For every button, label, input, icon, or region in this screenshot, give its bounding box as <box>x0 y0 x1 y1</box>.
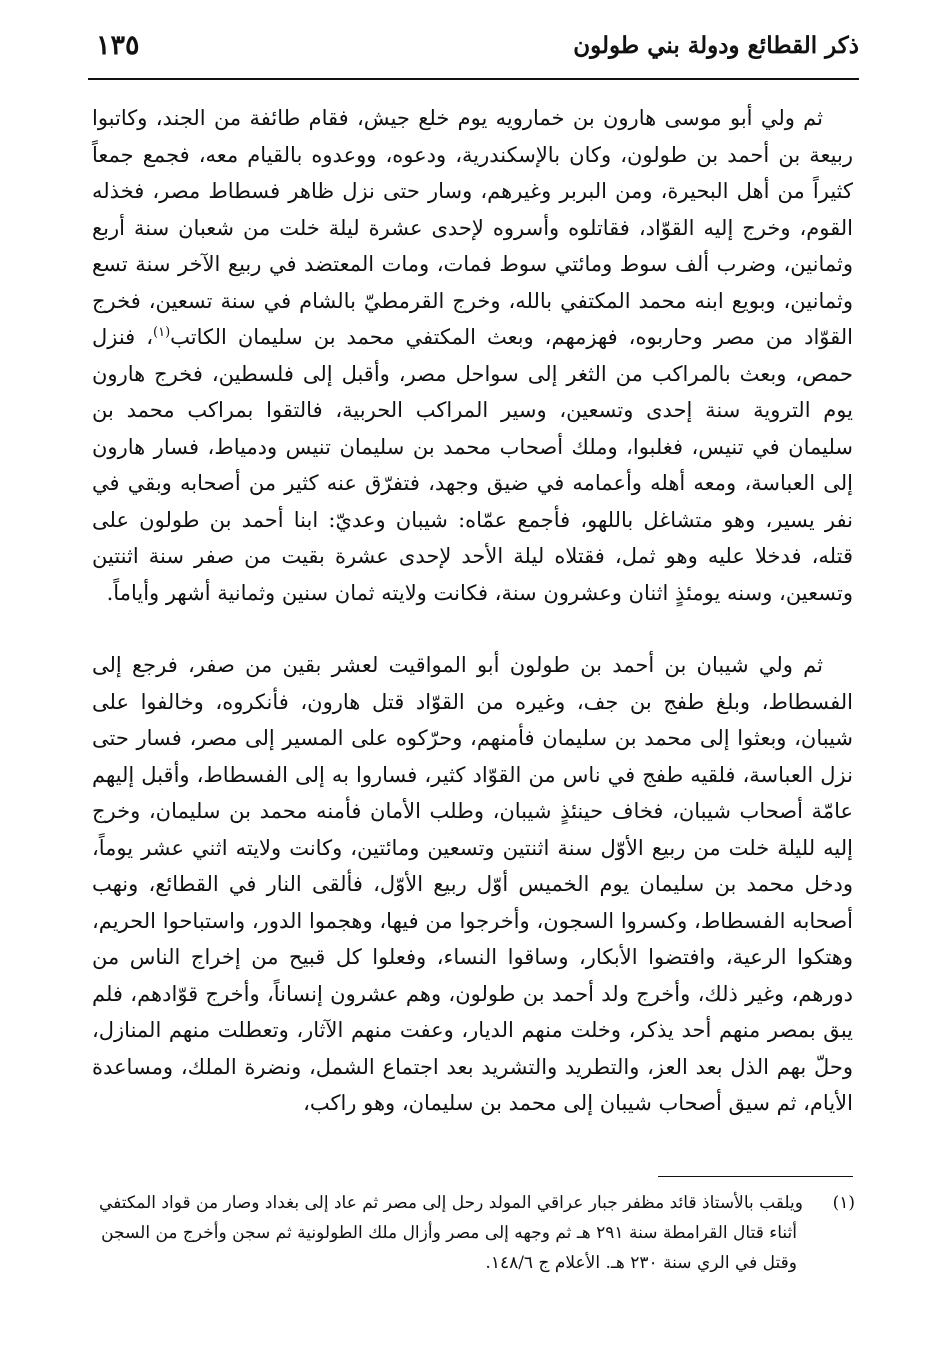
paragraph-harun <box>92 100 853 611</box>
paragraph-harun-part2: ، فنزل حمص، وبعث بالمراكب من الثغر إلى سواحل مصر، وأقبل إلى فلسطين، فخرج هارون يوم التروية سنة إحدى وتسعين، وسير المراكب الحربية، فالتقوا بمراكب محمد بن سليمان في تنيس، فغلبوا، وملك أصحاب محمد بن سليمان تنيس ودمياط، فسار هارون إلى العباسة، ومعه أهله وأعمامه في ضيق وجهد، فتفرّق عنه كثير من أصحابه وبقي في نفر يسير، وهو متشاغل باللهو، فأجمع عمّاه: شيبان وعديّ: ابنا أحمد بن طولون على قتله، فدخلا عليه وهو ثمل، فقتلاه ليلة الأحد لإحدى عشرة بقيت من صفر سنة اثنتين وتسعين، وسنه يومئذٍ اثنان وعشرون سنة، فكانت ولايته ثمان سنين وثمانية أشهر وأياماً. <box>92 325 853 605</box>
footnote-separator <box>658 1176 853 1177</box>
running-title: ذكر القطائع ودولة بني طولون <box>573 32 859 59</box>
footnote-line-text: ويلقب بالأستاذ قائد مظفر جبار عراقي المولد رحل إلى مصر ثم عاد إلى بغداد وصار من قواد المكتفي <box>99 1193 803 1213</box>
footnote-line <box>92 1188 855 1218</box>
paragraph-shayban: ثم ولي شيبان بن أحمد بن طولون أبو المواقيت لعشر بقين من صفر، فرجع إلى الفسطاط، وبلغ طفج بن جف، وغيره من القوّاد قتل هارون، فأنكروه، وخالفوا على شيبان، وبعثوا إلى محمد بن سليمان فأمنهم، وحرّكوه على المسير إلى مصر، فسار حتى نزل العباسة، فلقيه طفج في ناس من القوّاد كثير، فساروا به إلى الفسطاط، وأقبل إليهم عامّة أصحاب شيبان، فخاف حينئذٍ شيبان، وطلب الأمان فأمنه محمد بن سليمان، وخرج إليه لليلة خلت من ربيع الأوّل سنة اثنتين وتسعين ومائتين، وكانت ولايته اثني عشر يوماً، ودخل محمد بن سليمان يوم الخميس أوّل ربيع الأوّل، فألقى النار في القطائع، ونهب أصحابه الفسطاط، وكسروا السجون، وأخرجوا من فيها، وهجموا الدور، واستباحوا الحريم، وهتكوا الرعية، وافتضوا الأبكار، وساقوا النساء، وفعلوا كل قبيح من إخراج الناس من دورهم، وغير ذلك، وأخرج ولد أحمد بن طولون، وهم عشرون إنساناً، وأخرج قوّادهم، فلم يبق بمصر منهم أحد يذكر، وخلت منهم الديار، وعفت منهم الآثار، وتعطلت منهم المنازل، وحلّ بهم الذل بعد العز، والتطريد والتشريد بعد اجتماع الشمل، ونضرة الملك، ومساعدة الأيام، ثم سيق أصحاب شيبان إلى محمد بن سليمان، وهو راكب، <box>92 653 853 1115</box>
page-header <box>88 26 859 80</box>
paragraph-harun-part1: ثم ولي أبو موسى هارون بن خمارويه يوم خلع جيش، فقام طائفة من الجند، وكاتبوا ربيعة بن أحمد بن طولون، وكان بالإسكندرية، ودعوه، ووعدوه بالقيام معه، فجمع جمعاً كثيراً من أهل البحيرة، ومن البربر وغيرهم، وسار حتى نزل ظاهر فسطاط مصر، فخذله القوم، وخرج إليه القوّاد، فقاتلوه وأسروه لإحدى عشرة ليلة خلت من شعبان سنة أربع وثمانين، وضرب ألف سوط ومائتي سوط فمات، ومات المعتضد في ربيع الآخر سنة تسع وثمانين، وبويع ابنه محمد المكتفي بالله، وخرج القرمطيّ بالشام في سنة تسعين، فخرج القوّاد من مصر وحاربوه، فهزمهم، وبعث المكتفي محمد بن سليمان الكاتب <box>92 106 853 349</box>
footnote-line: أثناء قتال القرامطة سنة ٢٩١ هـ ثم وجهه إلى مصر وأزال ملك الطولونية ثم سجن وأخرج من السجن <box>101 1223 797 1243</box>
footnote-line: وقتل في الري سنة ٢٣٠ هـ. الأعلام ج ١٤٨/٦. <box>485 1253 797 1273</box>
page-number: ١٣٥ <box>96 30 140 61</box>
footnote-marker: (١) <box>832 1193 855 1213</box>
footnote <box>92 1188 855 1278</box>
footnote-reference: (١) <box>153 325 171 340</box>
main-text <box>92 100 853 1122</box>
